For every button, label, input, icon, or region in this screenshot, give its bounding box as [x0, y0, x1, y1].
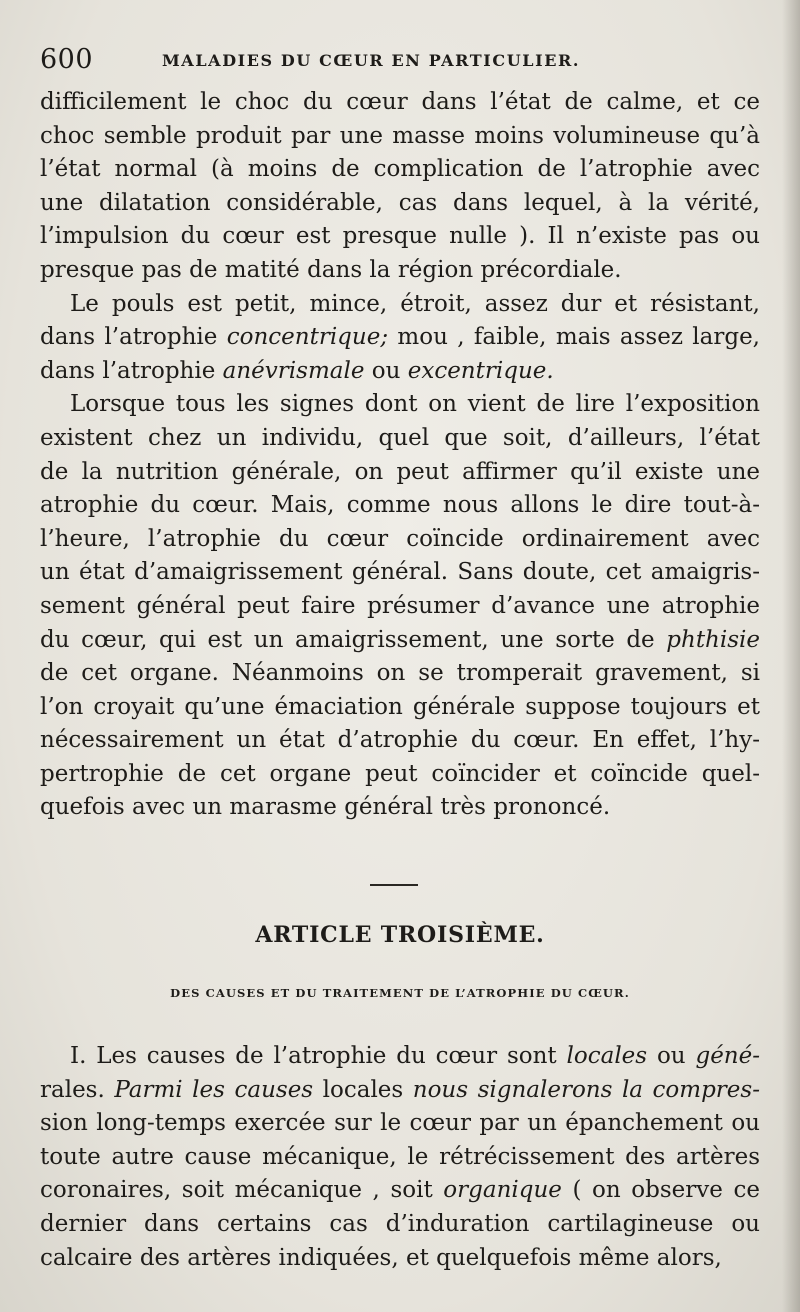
text-line: l’on croyait qu’une émaciation générale suppose toujours et: [40, 693, 760, 720]
body-text-bottom: [40, 1040, 760, 1275]
text-segment: ou: [647, 1043, 696, 1069]
article-heading: ARTICLE TROISIÈME.: [255, 922, 545, 948]
text-line: Le pouls est petit, mince, étroit, assez dur et résistant,: [70, 290, 760, 317]
page-number: 600: [40, 44, 94, 75]
italic-text: concentrique;: [226, 324, 389, 351]
text-line: atrophie du cœur. Mais, comme nous allons le dire tout-à-: [40, 492, 760, 519]
italic-text: Parmi les causes: [104, 1076, 323, 1103]
text-line: presque pas de matité dans la région précordiale.: [40, 256, 622, 283]
italic-text: anévrismale: [222, 357, 365, 384]
text-line: sement général peut faire présumer d’avance une atrophie: [40, 592, 760, 619]
italic-text: phthisie: [666, 626, 760, 653]
text-line: [40, 321, 760, 355]
italic-text: nous signalerons la compres-: [403, 1076, 760, 1103]
running-title: MALADIES DU CŒUR EN PARTICULIER.: [162, 51, 581, 70]
text-segment: I. Les causes de l’atrophie du cœur sont: [70, 1043, 567, 1069]
text-line: pertrophie de cet organe peut coïncider et coïncide quel-: [40, 760, 760, 787]
article-subheading: DES CAUSES ET DU TRAITEMENT DE L’ATROPHIE DU CŒUR.: [170, 986, 630, 1000]
text-line: [40, 624, 760, 658]
text-segment: mou , faible, mais assez large,: [388, 324, 760, 351]
text-line: l’heure, l’atrophie du cœur coïncide ordinairement avec: [40, 525, 760, 552]
text-line: difficilement le choc du cœur dans l’état de calme, et ce: [40, 89, 760, 115]
text-line: calcaire des artères indiquées, et quelquefois même alors,: [40, 1244, 722, 1271]
text-segment: ( on observe ce: [561, 1177, 760, 1204]
text-line: Lorsque tous les signes dont on vient de lire l’exposition: [70, 391, 760, 418]
page-header: [40, 44, 760, 84]
text-line: l’état normal (à moins de complication de l’atrophie avec: [40, 156, 760, 183]
text-segment: dans l’atrophie: [40, 324, 227, 351]
text-segment: locales: [322, 1076, 404, 1103]
text-segment: dans l’atrophie: [40, 357, 223, 384]
section-divider-rule: [370, 884, 418, 886]
text-line: choc semble produit par une masse moins volumineuse qu’à: [40, 122, 760, 149]
text-line: sion long-temps exercée sur le cœur par un épanchement ou: [40, 1110, 760, 1137]
italic-text: locales: [566, 1043, 648, 1069]
text-line: quefois avec un marasme général très prononcé.: [40, 794, 611, 821]
italic-text: excentrique.: [407, 357, 554, 384]
text-line: existent chez un individu, quel que soit, d’ailleurs, l’état: [40, 424, 760, 451]
body-text-top: [40, 86, 760, 825]
italic-text: géné-: [695, 1043, 760, 1069]
text-line: [40, 1074, 760, 1108]
text-line: l’impulsion du cœur est presque nulle ). Il n’existe pas ou: [40, 223, 760, 250]
text-line: [40, 355, 760, 389]
text-line: dernier dans certains cas d’induration cartilagineuse ou: [40, 1210, 760, 1237]
text-segment: rales.: [40, 1076, 105, 1103]
text-line: toute autre cause mécanique, le rétrécissement des artères: [40, 1143, 760, 1170]
text-line: de la nutrition générale, on peut affirmer qu’il existe une: [40, 458, 760, 485]
text-line: de cet organe. Néanmoins on se tromperait gravement, si: [40, 660, 760, 687]
text-line: [40, 1174, 760, 1208]
text-line: une dilatation considérable, cas dans lequel, à la vérité,: [40, 189, 760, 216]
text-line: nécessairement un état d’atrophie du cœur. En effet, l’hy-: [40, 727, 760, 754]
text-segment: coronaires, soit mécanique , soit: [40, 1177, 444, 1204]
text-segment: ou: [364, 357, 408, 384]
page-edge-shadow: [782, 0, 800, 1312]
italic-text: organique: [443, 1177, 562, 1204]
text-segment: du cœur, qui est un amaigrissement, une sorte de: [40, 626, 667, 653]
text-line: un état d’amaigrissement général. Sans doute, cet amaigris-: [40, 559, 760, 586]
text-line: [40, 1040, 760, 1074]
